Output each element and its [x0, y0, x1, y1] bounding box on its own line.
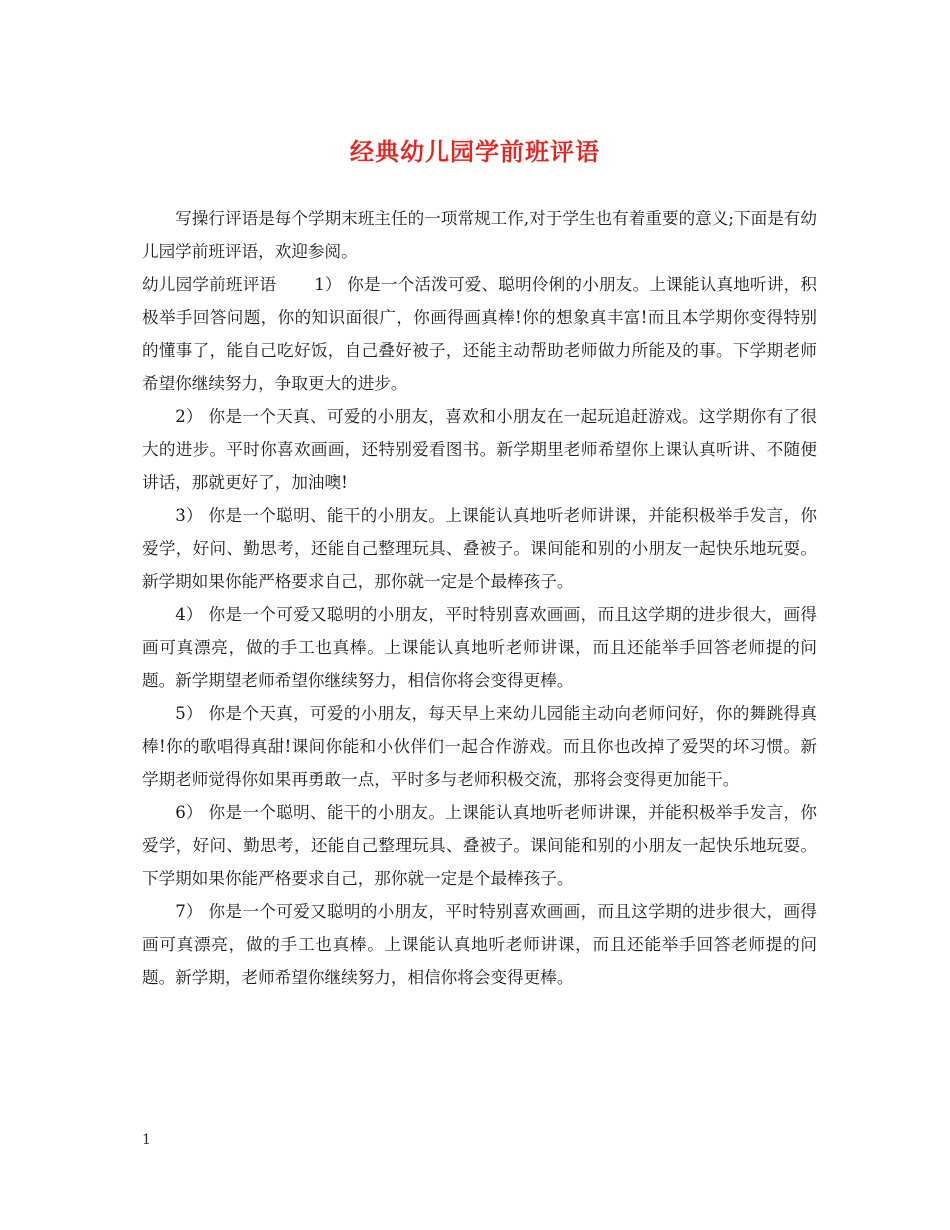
comment-paragraph-3: 3） 你是一个聪明、能干的小朋友。上课能认真地听老师讲课，并能积极举手发言，你爱学，好问、勤思考，还能自己整理玩具、叠被子。课间能和别的小朋友一起快乐地玩耍。新学期如果你能严格要求自己，那你就一定是个最棒孩子。 [142, 506, 817, 591]
comment-paragraph-1 [142, 268, 817, 400]
comment-paragraph-2: 2） 你是一个天真、可爱的小朋友，喜欢和小朋友在一起玩追赶游戏。这学期你有了很大的进步。平时你喜欢画画，还特别爱看图书。新学期里老师希望你上课认真听讲、不随便讲话，那就更好了，加油噢! [142, 407, 817, 492]
document-title: 经典幼儿园学前班评语 [350, 138, 600, 166]
comment-paragraph-7: 7） 你是一个可爱又聪明的小朋友，平时特别喜欢画画，而且这学期的进步很大，画得画可真漂亮，做的手工也真棒。上课能认真地听老师讲课，而且还能举手回答老师提的问题。新学期，老师希望你继续努力，相信你将会变得更棒。 [142, 902, 817, 987]
intro-paragraph: 写操行评语是每个学期末班主任的一项常规工作,对于学生也有着重要的意义;下面是有幼儿园学前班评语，欢迎参阅。 [142, 209, 817, 261]
page-number: 1 [142, 1132, 151, 1148]
comment-paragraph-4: 4） 你是一个可爱又聪明的小朋友，平时特别喜欢画画，而且这学期的进步很大，画得画可真漂亮，做的手工也真棒。上课能认真地听老师讲课，而且还能举手回答老师提的问题。新学期望老师希望你继续努力，相信你将会变得更棒。 [142, 605, 817, 690]
comment-paragraph-5: 5） 你是个天真，可爱的小朋友，每天早上来幼儿园能主动向老师问好，你的舞跳得真棒!你的歌唱得真甜!课间你能和小伙伴们一起合作游戏。而且你也改掉了爱哭的坏习惯。新学期老师觉得你如果再勇敢一点，平时多与老师积极交流，那将会变得更加能干。 [142, 704, 817, 789]
comment-paragraph-6: 6） 你是一个聪明、能干的小朋友。上课能认真地听老师讲课，并能积极举手发言，你爱学，好问、勤思考，还能自己整理玩具、叠被子。课间能和别的小朋友一起快乐地玩耍。下学期如果你能严格要求自己，那你就一定是个最棒孩子。 [142, 803, 817, 888]
comment-1: 1） 你是一个活泼可爱、聪明伶俐的小朋友。上课能认真地听讲，积极举手回答问题，你的知识面很广，你画得画真棒!你的想象真丰富!而且本学期你变得特别的懂事了，能自己吃好饭，自己叠好被子，还能主动帮助老师做力所能及的事。下学期老师希望你继续努力，争取更大的进步。 [142, 275, 817, 393]
document-body [142, 202, 817, 994]
section-heading: 幼儿园学前班评语 [142, 275, 277, 294]
